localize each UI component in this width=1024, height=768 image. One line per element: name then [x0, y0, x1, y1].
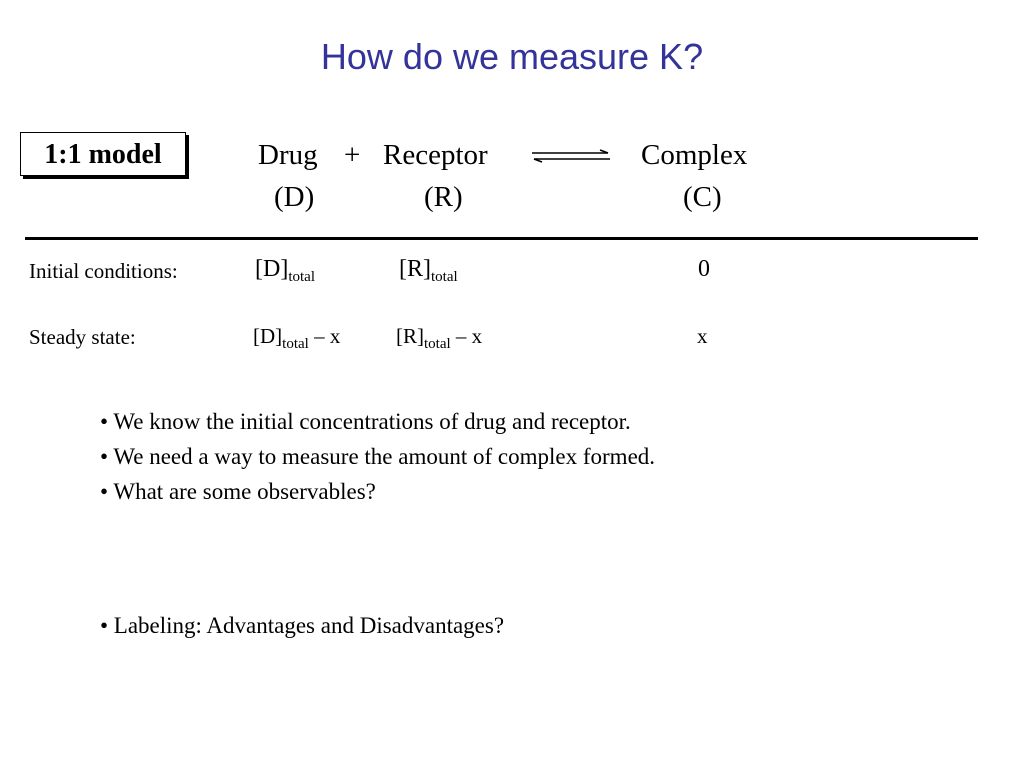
steady-complex-value: x	[697, 324, 708, 348]
initial-drug-value: $[D]_{total}$	[255, 256, 315, 285]
receptor-symbol: (R)	[424, 181, 463, 213]
slide-title: How do we measure K?	[320, 36, 704, 77]
bullet-list	[100, 404, 655, 509]
steady-drug-value: $[D]_{total}$ – x	[253, 324, 341, 352]
equilibrium-arrows-icon	[530, 149, 612, 163]
initial-complex-value: 0	[698, 256, 710, 282]
model-label-box: 1:1 model	[20, 132, 186, 176]
steady-state-label: Steady state:	[29, 325, 136, 349]
plus-sign: +	[344, 139, 361, 171]
bullet-item: • What are some observables?	[100, 479, 376, 504]
bullet-item: • We need a way to measure the amount of complex formed.	[100, 444, 656, 469]
drug-symbol: (D)	[274, 181, 315, 213]
steady-receptor-value: $[R]_{total}$ – x	[396, 324, 483, 352]
drug-term: Drug	[258, 139, 318, 171]
receptor-term: Receptor	[383, 139, 488, 171]
bullet-item: • We know the initial concentrations of drug and receptor.	[100, 409, 631, 434]
complex-term: Complex	[641, 139, 748, 171]
bullet-item-labeling: • Labeling: Advantages and Disadvantages?	[100, 613, 505, 638]
divider-line	[25, 237, 978, 240]
initial-conditions-label: Initial conditions:	[29, 259, 178, 283]
initial-receptor-value: $[R]_{total}$	[399, 256, 458, 285]
complex-symbol: (C)	[683, 181, 722, 213]
